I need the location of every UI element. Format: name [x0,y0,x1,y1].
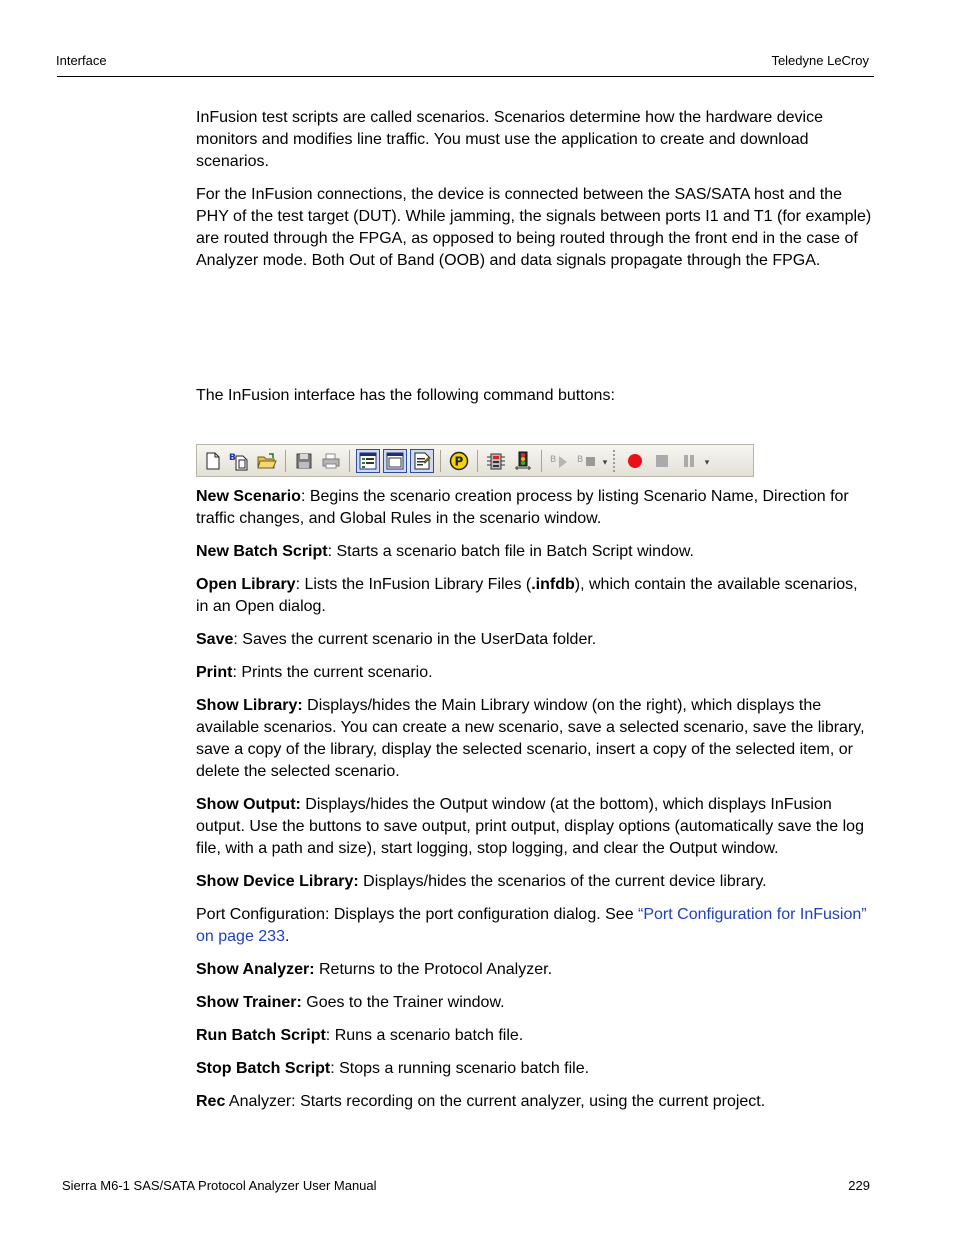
header-section-title: Interface [56,53,107,68]
spacer [196,283,874,385]
item-new-scenario: New Scenario: Begins the scenario creation process by listing Scenario Name, Direction for traffic changes, and Global Rules in the scenario window. [196,488,849,527]
item-show-trainer: Show Trainer: Goes to the Trainer window. [196,994,505,1011]
print-icon[interactable] [319,449,343,473]
show-analyzer-icon[interactable] [484,449,508,473]
item-new-batch-script: New Batch Script: Starts a scenario batch file in Batch Script window. [196,543,694,560]
item-show-output: Show Output: Displays/hides the Output window (at the bottom), which displays InFusion output. Use the buttons to save output, print output, display options (automatically save the log file, with a path and size), start logging, stop logging, and clear the Output window. [196,796,864,857]
item-stop-batch-script: Stop Batch Script: Stops a running scenario batch file. [196,1060,590,1077]
show-output-icon[interactable] [383,449,407,473]
port-config-icon[interactable] [447,449,471,473]
item-rec: Rec Analyzer: Starts recording on the current analyzer, using the current project. [196,1093,766,1110]
item-save: Save: Saves the current scenario in the UserData folder. [196,631,597,648]
show-device-library-icon[interactable] [410,449,434,473]
show-trainer-icon[interactable] [511,449,535,473]
header-company: Teledyne LeCroy [771,53,869,68]
new-file-icon[interactable] [201,449,225,473]
footer-manual-title: Sierra M6-1 SAS/SATA Protocol Analyzer User Manual [62,1178,377,1193]
pause-icon[interactable] [677,449,701,473]
item-show-device-library: Show Device Library: Displays/hides the scenarios of the current device library. [196,873,767,890]
item-run-batch-script: Run Batch Script: Runs a scenario batch file. [196,1027,524,1044]
svg-text:P: P [454,454,464,468]
item-show-analyzer: Show Analyzer: Returns to the Protocol Analyzer. [196,961,553,978]
svg-text:B: B [550,454,557,465]
new-batch-icon[interactable] [228,449,252,473]
page-number: 229 [848,1178,870,1193]
intro-paragraph-1: InFusion test scripts are called scenarios. Scenarios determine how the hardware device monitors and modifies line traffic. You must use the application to create and download scenarios. [196,109,823,170]
toolbar-overflow-icon-2[interactable]: ▾ [704,456,710,467]
show-library-icon[interactable] [356,449,380,473]
stop-batch-icon[interactable] [575,449,599,473]
stop-icon[interactable] [650,449,674,473]
open-folder-icon[interactable] [255,449,279,473]
record-icon[interactable] [623,449,647,473]
page-content [196,107,874,1124]
item-show-library: Show Library: Displays/hides the Main Library window (on the right), which displays the available scenarios. You can create a new scenario, save a selected scenario, save the library, save a copy of the library, display the selected scenario, insert a copy of the selected item, or delete the selected scenario. [196,697,865,780]
infusion-toolbar [196,444,754,477]
header-rule [57,76,874,77]
save-disk-icon[interactable] [292,449,316,473]
intro-paragraph-3: The InFusion interface has the following command buttons: [196,387,615,404]
svg-text:B: B [577,454,584,465]
item-print: Print: Prints the current scenario. [196,664,433,681]
item-port-configuration: Port Configuration: Displays the port configuration dialog. See “Port Configuration for InFusion” on page 233. [196,906,867,945]
item-open-library: Open Library: Lists the InFusion Library Files (.infdb), which contain the available scenarios, in an Open dialog. [196,576,858,615]
svg-text:B: B [229,452,236,463]
toolbar-overflow-icon[interactable]: ▾ [602,456,608,467]
run-batch-icon[interactable] [548,449,572,473]
port-config-link[interactable]: “Port Configuration for InFusion” on page 233 [196,906,867,945]
intro-paragraph-2: For the InFusion connections, the device is connected between the SAS/SATA host and the PHY of the test target (DUT). While jamming, the signals between ports I1 and T1 (for example) are routed through the FPGA, as opposed to being routed through the front end in the case of Analyzer mode. Both Out of Band (OOB) and data signals propagate through the FPGA. [196,186,872,269]
